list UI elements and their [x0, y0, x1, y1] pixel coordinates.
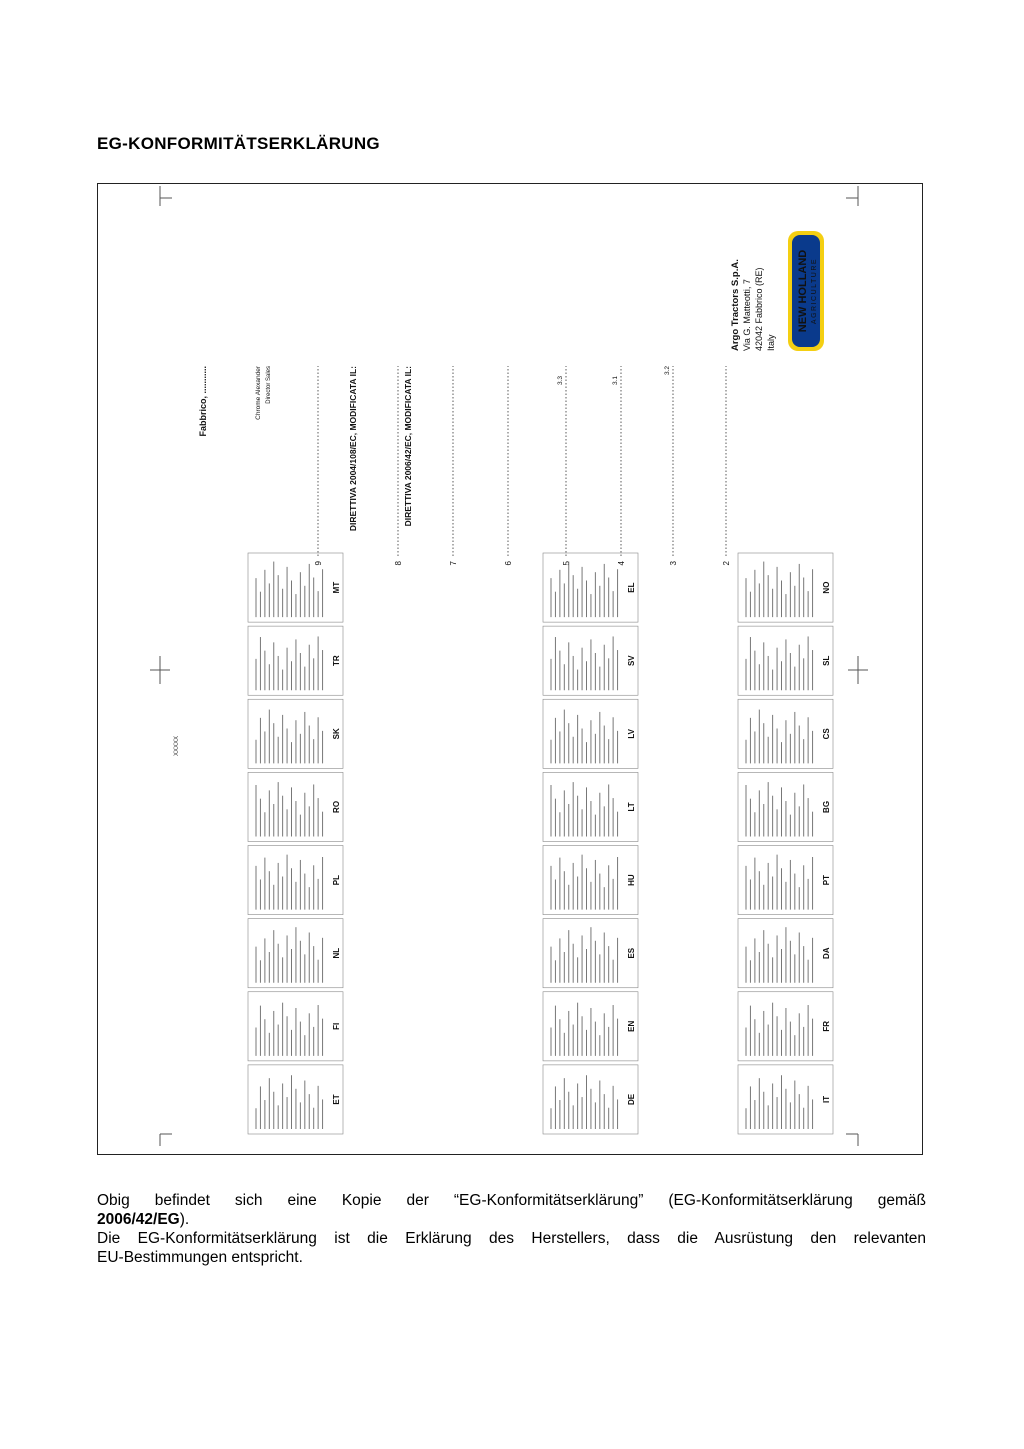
manufacturer-address: [730, 259, 776, 351]
field-number: 2: [722, 561, 731, 566]
directive-reference: 2006/42/EG: [97, 1211, 180, 1228]
language-code: BG: [822, 800, 831, 813]
field-number: 9: [314, 561, 323, 566]
caption-line-4: EU-Bestimmungen entspricht.: [97, 1249, 303, 1266]
language-tables: [248, 553, 833, 1134]
language-code: TR: [332, 655, 341, 667]
field-number: 3: [669, 561, 678, 566]
caption-line-1: Obig befindet sich eine Kopie der “EG-Konformitätserklärung” (EG-Konformitätserklärung gemäß: [97, 1192, 926, 1209]
logo-brand-text: NEW HOLLAND: [797, 249, 809, 333]
language-code: FI: [332, 1022, 341, 1030]
manufacturer-name: Argo Tractors S.p.A.: [730, 259, 741, 351]
language-code: MT: [332, 581, 341, 594]
caption-line-3: Die EG-Konformitätserklärung ist die Erklärung des Herstellers, dass die Ausrüstung den relevanten: [97, 1230, 926, 1247]
field-number: 8: [394, 561, 403, 566]
language-code: NL: [332, 947, 341, 959]
language-code: FR: [822, 1020, 831, 1032]
language-code: NO: [822, 581, 831, 594]
language-code: CS: [822, 728, 831, 740]
language-code: EL: [627, 582, 636, 593]
language-code: EN: [627, 1020, 636, 1032]
language-code: LT: [627, 802, 636, 812]
field-sub-label: 3.2: [664, 366, 671, 376]
language-code: DE: [627, 1093, 636, 1105]
language-code: ET: [332, 1094, 341, 1105]
signer-role: Director Sales: [266, 366, 272, 404]
field-number: 7: [449, 561, 458, 566]
caption-line-2: [97, 1210, 926, 1229]
language-code: PL: [332, 874, 341, 886]
language-code: DA: [822, 947, 831, 959]
field-number: 6: [504, 561, 513, 566]
directive-machinery: DIRETTIVA 2006/42/EC, MODIFICATA IL:: [403, 366, 413, 527]
directive-emc: DIRETTIVA 2004/108/EC, MODIFICATA IL:: [348, 366, 358, 532]
language-code: ES: [627, 947, 636, 959]
caption-line-2-tail: ).: [179, 1211, 190, 1228]
field-number: 5: [562, 561, 571, 566]
declaration-scan: [98, 184, 924, 1156]
caption: [97, 1191, 926, 1267]
field-sub-label: 3.1: [612, 376, 619, 386]
language-code: SK: [332, 728, 341, 740]
language-code: SL: [822, 655, 831, 666]
signature-place: Fabbrico, ...........: [198, 366, 208, 437]
language-code: LV: [627, 728, 636, 739]
manufacturer-street: Via G. Matteotti, 7: [742, 279, 752, 351]
declaration-scan-frame: [97, 183, 923, 1155]
language-code: PT: [822, 874, 831, 886]
new-holland-logo: [788, 231, 824, 351]
page-title: EG-KONFORMITÄTSERKLÄRUNG: [97, 134, 380, 153]
field-number: 4: [617, 561, 626, 566]
form-fields: [198, 365, 731, 565]
field-sub-label: 3.3: [557, 376, 564, 386]
language-code: SV: [627, 655, 636, 667]
manufacturer-country: Italy: [766, 334, 776, 351]
signer-name: Chrome Alexander: [255, 366, 262, 420]
language-code: RO: [332, 800, 341, 813]
manufacturer-city: 42042 Fabbrico (RE): [754, 267, 764, 351]
language-code: HU: [627, 874, 636, 886]
document-code: XXXXX: [174, 735, 180, 756]
language-code: IT: [822, 1095, 831, 1103]
logo-sub-text: AGRICULTURE: [811, 257, 818, 325]
